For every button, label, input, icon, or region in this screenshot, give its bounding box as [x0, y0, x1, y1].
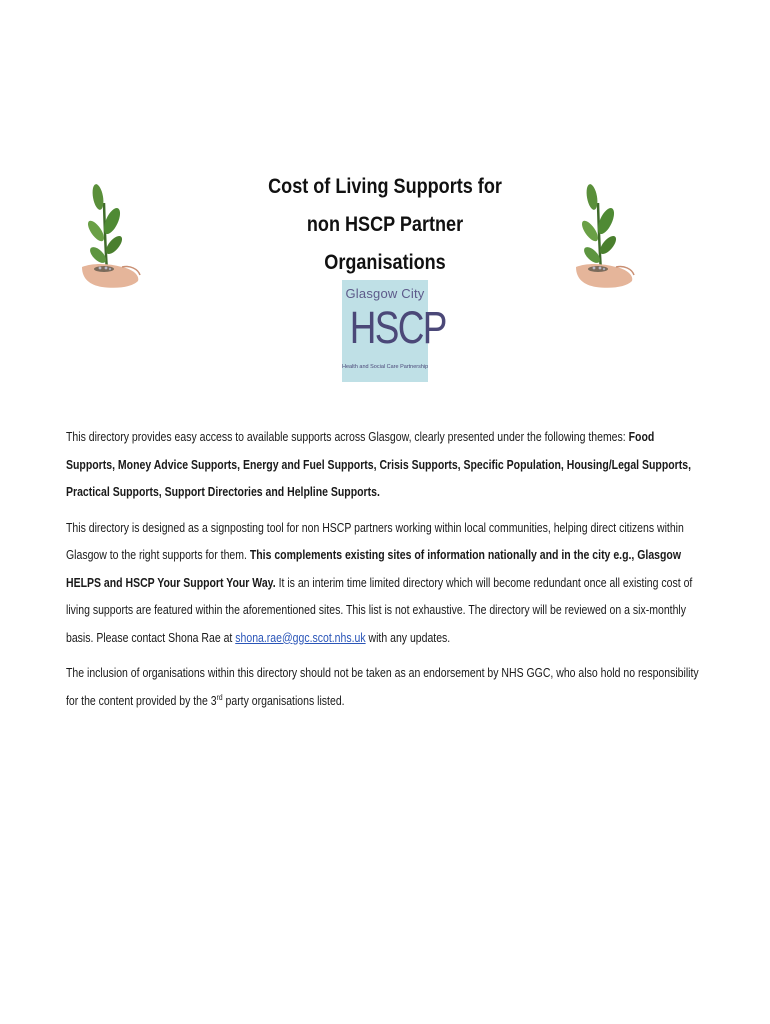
contact-email-link[interactable]: shona.rae@ggc.scot.nhs.uk: [235, 630, 366, 645]
paragraph-2-part-3: with any updates.: [365, 630, 451, 645]
title-line-2: non HSCP Partner: [306, 213, 464, 236]
title-line-3: Organisations: [324, 251, 446, 274]
paragraph-1-intro: This directory provides easy access to available supports across Glasgow, clearly presented under the following themes:: [66, 430, 629, 444]
paragraph-2-part-1: This directory is designed as a signposting tool for non HSCP partners working within local communities, helping direct citizens within Glasgow to the right supports for them.: [66, 520, 684, 562]
paragraph-3-superscript: rd: [216, 692, 223, 702]
paragraph-2-bold: This complements existing sites of information nationally and in the city e.g., Glasgow HELPS and HSCP Your Support Your Way.: [66, 548, 681, 590]
paragraph-3-part-1: The inclusion of organisations within this directory should not be taken as an endorsement by NHS GGC, who also hold no responsibility for the content provided by the 3: [66, 666, 699, 708]
paragraph-themes: [66, 424, 704, 507]
paragraph-2-part-2: It is an interim time limited directory which will become redundant once all existing cost of living supports are featured within the aforementioned sites. This list is not exhaustive. The directory will be reviewed on a six-monthly basis. Please contact Shona Rae at: [66, 575, 693, 645]
paragraph-disclaimer: [66, 660, 704, 715]
logo-sub-text: Health and Social Care Partnership: [342, 364, 429, 370]
logo-top-text: Glasgow City: [345, 286, 425, 301]
glasgow-city-hscp-logo: [342, 280, 446, 382]
plant-in-hand-icon: [78, 183, 142, 293]
page-title: [256, 168, 514, 282]
logo-main-text: HSCP: [349, 302, 446, 353]
document-body: [66, 424, 766, 723]
plant-in-hand-icon: [572, 183, 636, 293]
title-line-1: Cost of Living Supports for: [268, 175, 502, 198]
paragraph-1-themes: Food Supports, Money Advice Supports, Energy and Fuel Supports, Crisis Supports, Specific Population, Housing/Legal Supports, Practical Supports, Support Directories and Helpline Supports.: [66, 430, 692, 499]
paragraph-purpose: [66, 515, 704, 653]
paragraph-3-part-2: party organisations listed.: [222, 693, 345, 708]
